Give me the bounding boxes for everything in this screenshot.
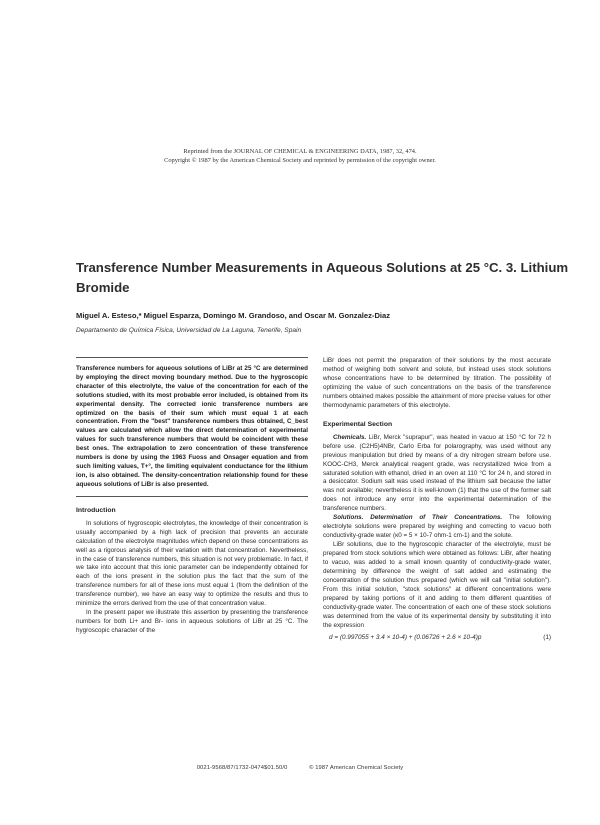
equation-text: d = (0.997055 + 3.4 × 10-4) + (0.06726 + 2.6 × 10-4)p bbox=[329, 633, 482, 641]
reprint-line-2: Copyright © 1987 by the American Chemical Society and reprinted by permission of the copyright owner. bbox=[164, 157, 436, 164]
stock-solutions-paragraph: LiBr solutions, due to the hygroscopic character of the electrolyte, must be prepared from stock solutions which were obtained as follows: LiBr, after heating to vacuo, was added to a small known quantity of conductivity-grade water, determining by difference the weight of salt added and estimating the concentration of the solution thus prepared (which we will call "initial solution"). From this initial solution, "stock solutions" at different concentrations were prepared by taking portions of it and adding to them different quantities of conductivity-grade water. The concentration of each one of these stock solutions was determined from the value of its experimental density by substituting it into the expression bbox=[323, 541, 551, 629]
affiliation: Departamento de Química Física, Universidad de La Laguna, Tenerife, Spain bbox=[76, 327, 302, 334]
author-list: Miguel A. Esteso,* Miguel Esparza, Domingo M. Grandoso, and Oscar M. Gonzalez-Diaz bbox=[76, 311, 391, 320]
reprint-notice bbox=[60, 147, 540, 165]
left-column bbox=[76, 357, 308, 636]
chemicals-paragraph bbox=[323, 434, 551, 515]
footer-copyright: © 1987 American Chemical Society bbox=[309, 765, 404, 771]
introduction-heading: Introduction bbox=[76, 506, 116, 514]
chemicals-text: LiBr, Merck "suprapur", was heated in vacuo at 150 °C for 72 h before use. (C2H5)4NBr, Carlo Erba for polarography, was used without any previous manipulation but dried by means of a dry nitrogen stream before use. KOOC-CH3, Merck analytical reagent grade, was recrystallized twice from a saturated solution with ethanol, dried in an oven at 110 °C for 24 h, and stored in a desiccator. Sodium salt was used instead of the lithium salt because the latter was not available; nevertheless it is well-known (1) that the use of the former salt does not introduce any error into the experimental determination of the transference numbers. bbox=[323, 433, 552, 513]
experimental-heading: Experimental Section bbox=[323, 420, 393, 428]
chemicals-heading: Chemicals. bbox=[333, 433, 367, 441]
article-title: Transference Number Measurements in Aqueous Solutions at 25 °C. 3. Lithium Bromide bbox=[76, 260, 569, 295]
right-column bbox=[323, 357, 551, 642]
page-footer bbox=[0, 765, 600, 771]
abstract: Transference numbers for aqueous solutions of LiBr at 25 °C are determined by employing the direct moving boundary method. Due to the hygroscopic character of this electrolyte, the value of the concentration for each of the solutions studied, with its most probable error included, is obtained from its experimental density. The corrected ionic transference numbers are optimized on the basis of their sum which must equal 1 at each concentration. From the "best" transference numbers thus obtained, C_best values are calculated which allow the direct determination of experimental values for such transference numbers that would be coincident with these best ones. The extrapolation to zero concentration of these transference numbers is done by using the 1963 Fuoss and Onsager equation and from such limiting values, T+°, the limiting equivalent conductance for the lithium ion, is also obtained. The density-concentration relationship found for these aqueous solutions of LiBr is also presented. bbox=[76, 357, 308, 497]
introduction-paragraph-1: In solutions of hygroscopic electrolytes, the knowledge of their concentration is usually accompanied by a high lack of precision that prevents an accurate calculation of the electrolyte magnitudes which depend on these concentrations as well as a rigorous analysis of their variation with that concentration. Nevertheless, in the case of transference numbers, this situation is not very problematic. In fact, if we take into account that this ionic parameter can be independently obtained for each of the ions present in the solution plus the fact that the sum of the transference numbers for all of these ions must equal 1 (from the definition of the transference number), we have an easy way to optimize the results and thus to minimize the errors derived from the use of that concentration value. bbox=[76, 519, 308, 608]
introduction-paragraph-2: In the present paper we illustrate this assertion by presenting the transference numbers for both Li+ and Br- ions in aqueous solutions of LiBr at 25 °C. The hygroscopic character of the bbox=[76, 609, 308, 635]
solutions-paragraph bbox=[323, 514, 551, 541]
solutions-text: The following electrolyte solutions were prepared by weighing and correcting to vacuo both conductivity-grade water (κ0 = 5 × 10-7 ohm-1 cm-1) and the solute. bbox=[323, 514, 551, 540]
solutions-heading: Solutions. Determination of Their Concentrations. bbox=[333, 514, 503, 522]
density-equation bbox=[323, 633, 551, 642]
continued-paragraph: LiBr does not permit the preparation of their solutions by the most accurate method of weighing both solvent and solute, but instead uses stock solutions whose concentrations have to be determined by titration. The possibility of optimizing the value of such concentrations on the basis of the transference numbers obtained makes possible the attainment of more precise values for other thermodynamic parameters of this electrolyte. bbox=[323, 357, 551, 409]
footer-code: 0021-9568/87/1732-0474$01.50/0 bbox=[196, 765, 288, 771]
equation-number: (1) bbox=[543, 633, 551, 641]
reprint-line-1: Reprinted from the JOURNAL OF CHEMICAL & ENGINEERING DATA, 1987, 32, 474. bbox=[183, 148, 417, 155]
